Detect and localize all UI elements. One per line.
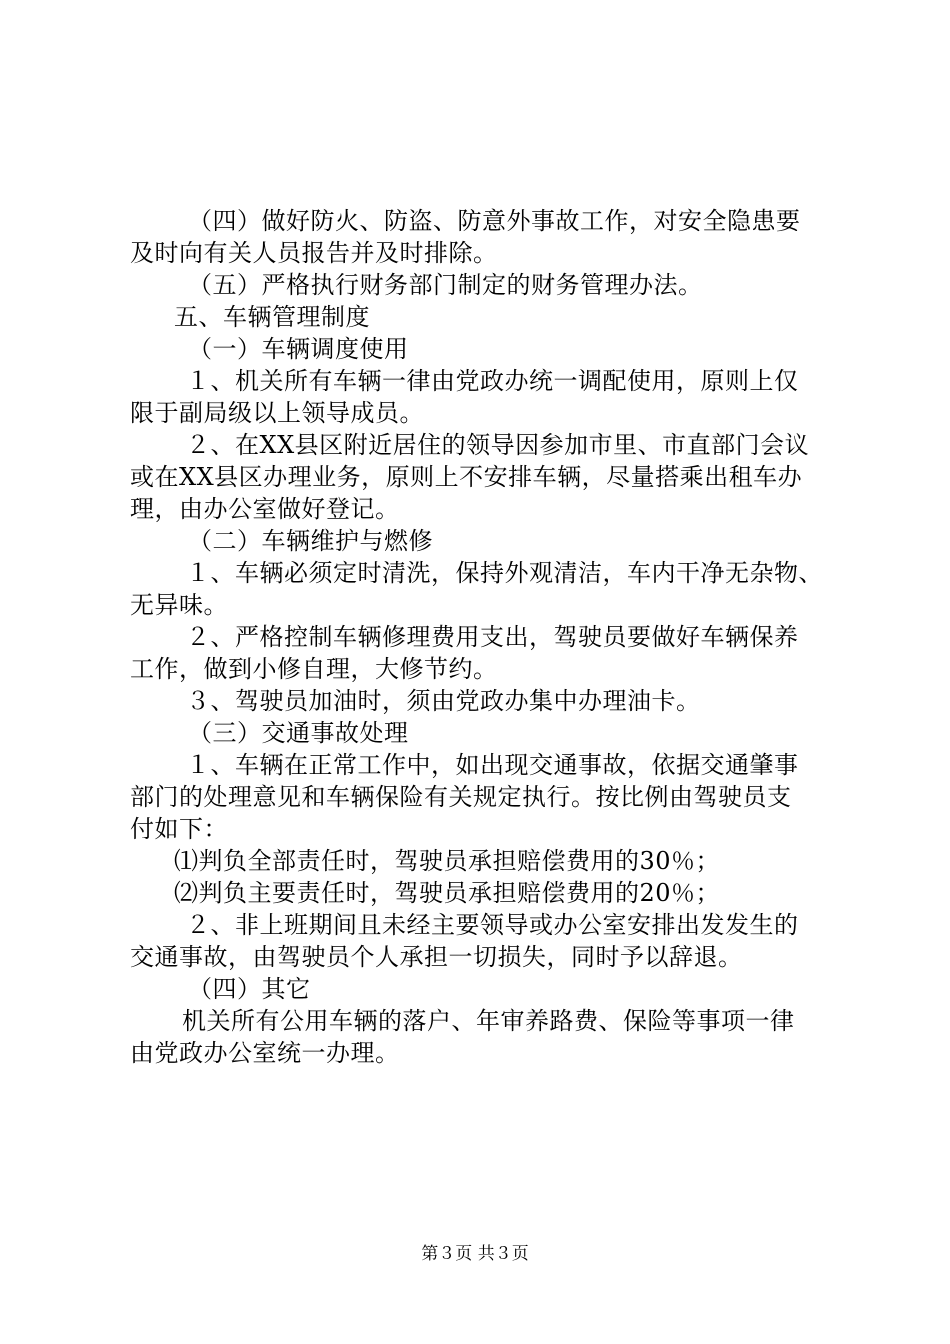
paragraph-line: （四）做好防火、防盗、防意外事故工作，对安全隐患要 — [188, 207, 801, 235]
paragraph-line: 无异味。 — [130, 591, 228, 619]
paragraph-line: 及时向有关人员报告并及时排除。 — [130, 239, 498, 267]
paragraph-line: ２、在XX县区附近居住的领导因参加市里、市直部门会议 — [186, 431, 810, 459]
paragraph-line: 或在XX县区办理业务，原则上不安排车辆，尽量搭乘出租车办 — [130, 463, 803, 491]
subsection-heading: （四）其它 — [188, 975, 311, 1003]
subsection-heading: （一）车辆调度使用 — [188, 335, 409, 363]
paragraph-line: 限于副局级以上领导成员。 — [130, 399, 424, 427]
paragraph-line: ３、驾驶员加油时，须由党政办集中办理油卡。 — [186, 687, 701, 715]
paragraph-line: 交通事故，由驾驶员个人承担一切损失，同时予以辞退。 — [130, 943, 743, 971]
paragraph-line: 理，由办公室做好登记。 — [130, 495, 400, 523]
paragraph-line: 工作，做到小修自理，大修节约。 — [130, 655, 498, 683]
subsection-heading: （三）交通事故处理 — [188, 719, 409, 747]
page-number-footer: 第３页 共３页 — [421, 1244, 529, 1264]
paragraph-line: ２、非上班期间且未经主要领导或办公室安排出发发生的 — [186, 911, 799, 939]
document-body — [130, 205, 830, 1069]
subsection-heading: （二）车辆维护与燃修 — [188, 527, 433, 555]
paragraph-line: 机关所有公用车辆的落户、年审养路费、保险等事项一律 — [182, 1007, 795, 1035]
paragraph-line: 部门的处理意见和车辆保险有关规定执行。按比例由驾驶员支 — [130, 783, 792, 811]
section-heading: 五、车辆管理制度 — [174, 303, 370, 331]
paragraph-line: 由党政办公室统一办理。 — [130, 1039, 400, 1067]
paragraph-line: １、车辆必须定时清洗，保持外观清洁，车内干净无杂物、 — [186, 559, 823, 587]
list-item: ⑵判负主要责任时，驾驶员承担赔偿费用的20％； — [174, 879, 721, 907]
paragraph-line: 付如下： — [130, 815, 228, 843]
paragraph-line: １、机关所有车辆一律由党政办统一调配使用，原则上仅 — [186, 367, 799, 395]
paragraph-line: １、车辆在正常工作中，如出现交通事故，依据交通肇事 — [186, 751, 799, 779]
list-item: ⑴判负全部责任时，驾驶员承担赔偿费用的30％； — [174, 847, 721, 875]
paragraph-line: ２、严格控制车辆修理费用支出，驾驶员要做好车辆保养 — [186, 623, 799, 651]
paragraph-line: （五）严格执行财务部门制定的财务管理办法。 — [188, 271, 703, 299]
